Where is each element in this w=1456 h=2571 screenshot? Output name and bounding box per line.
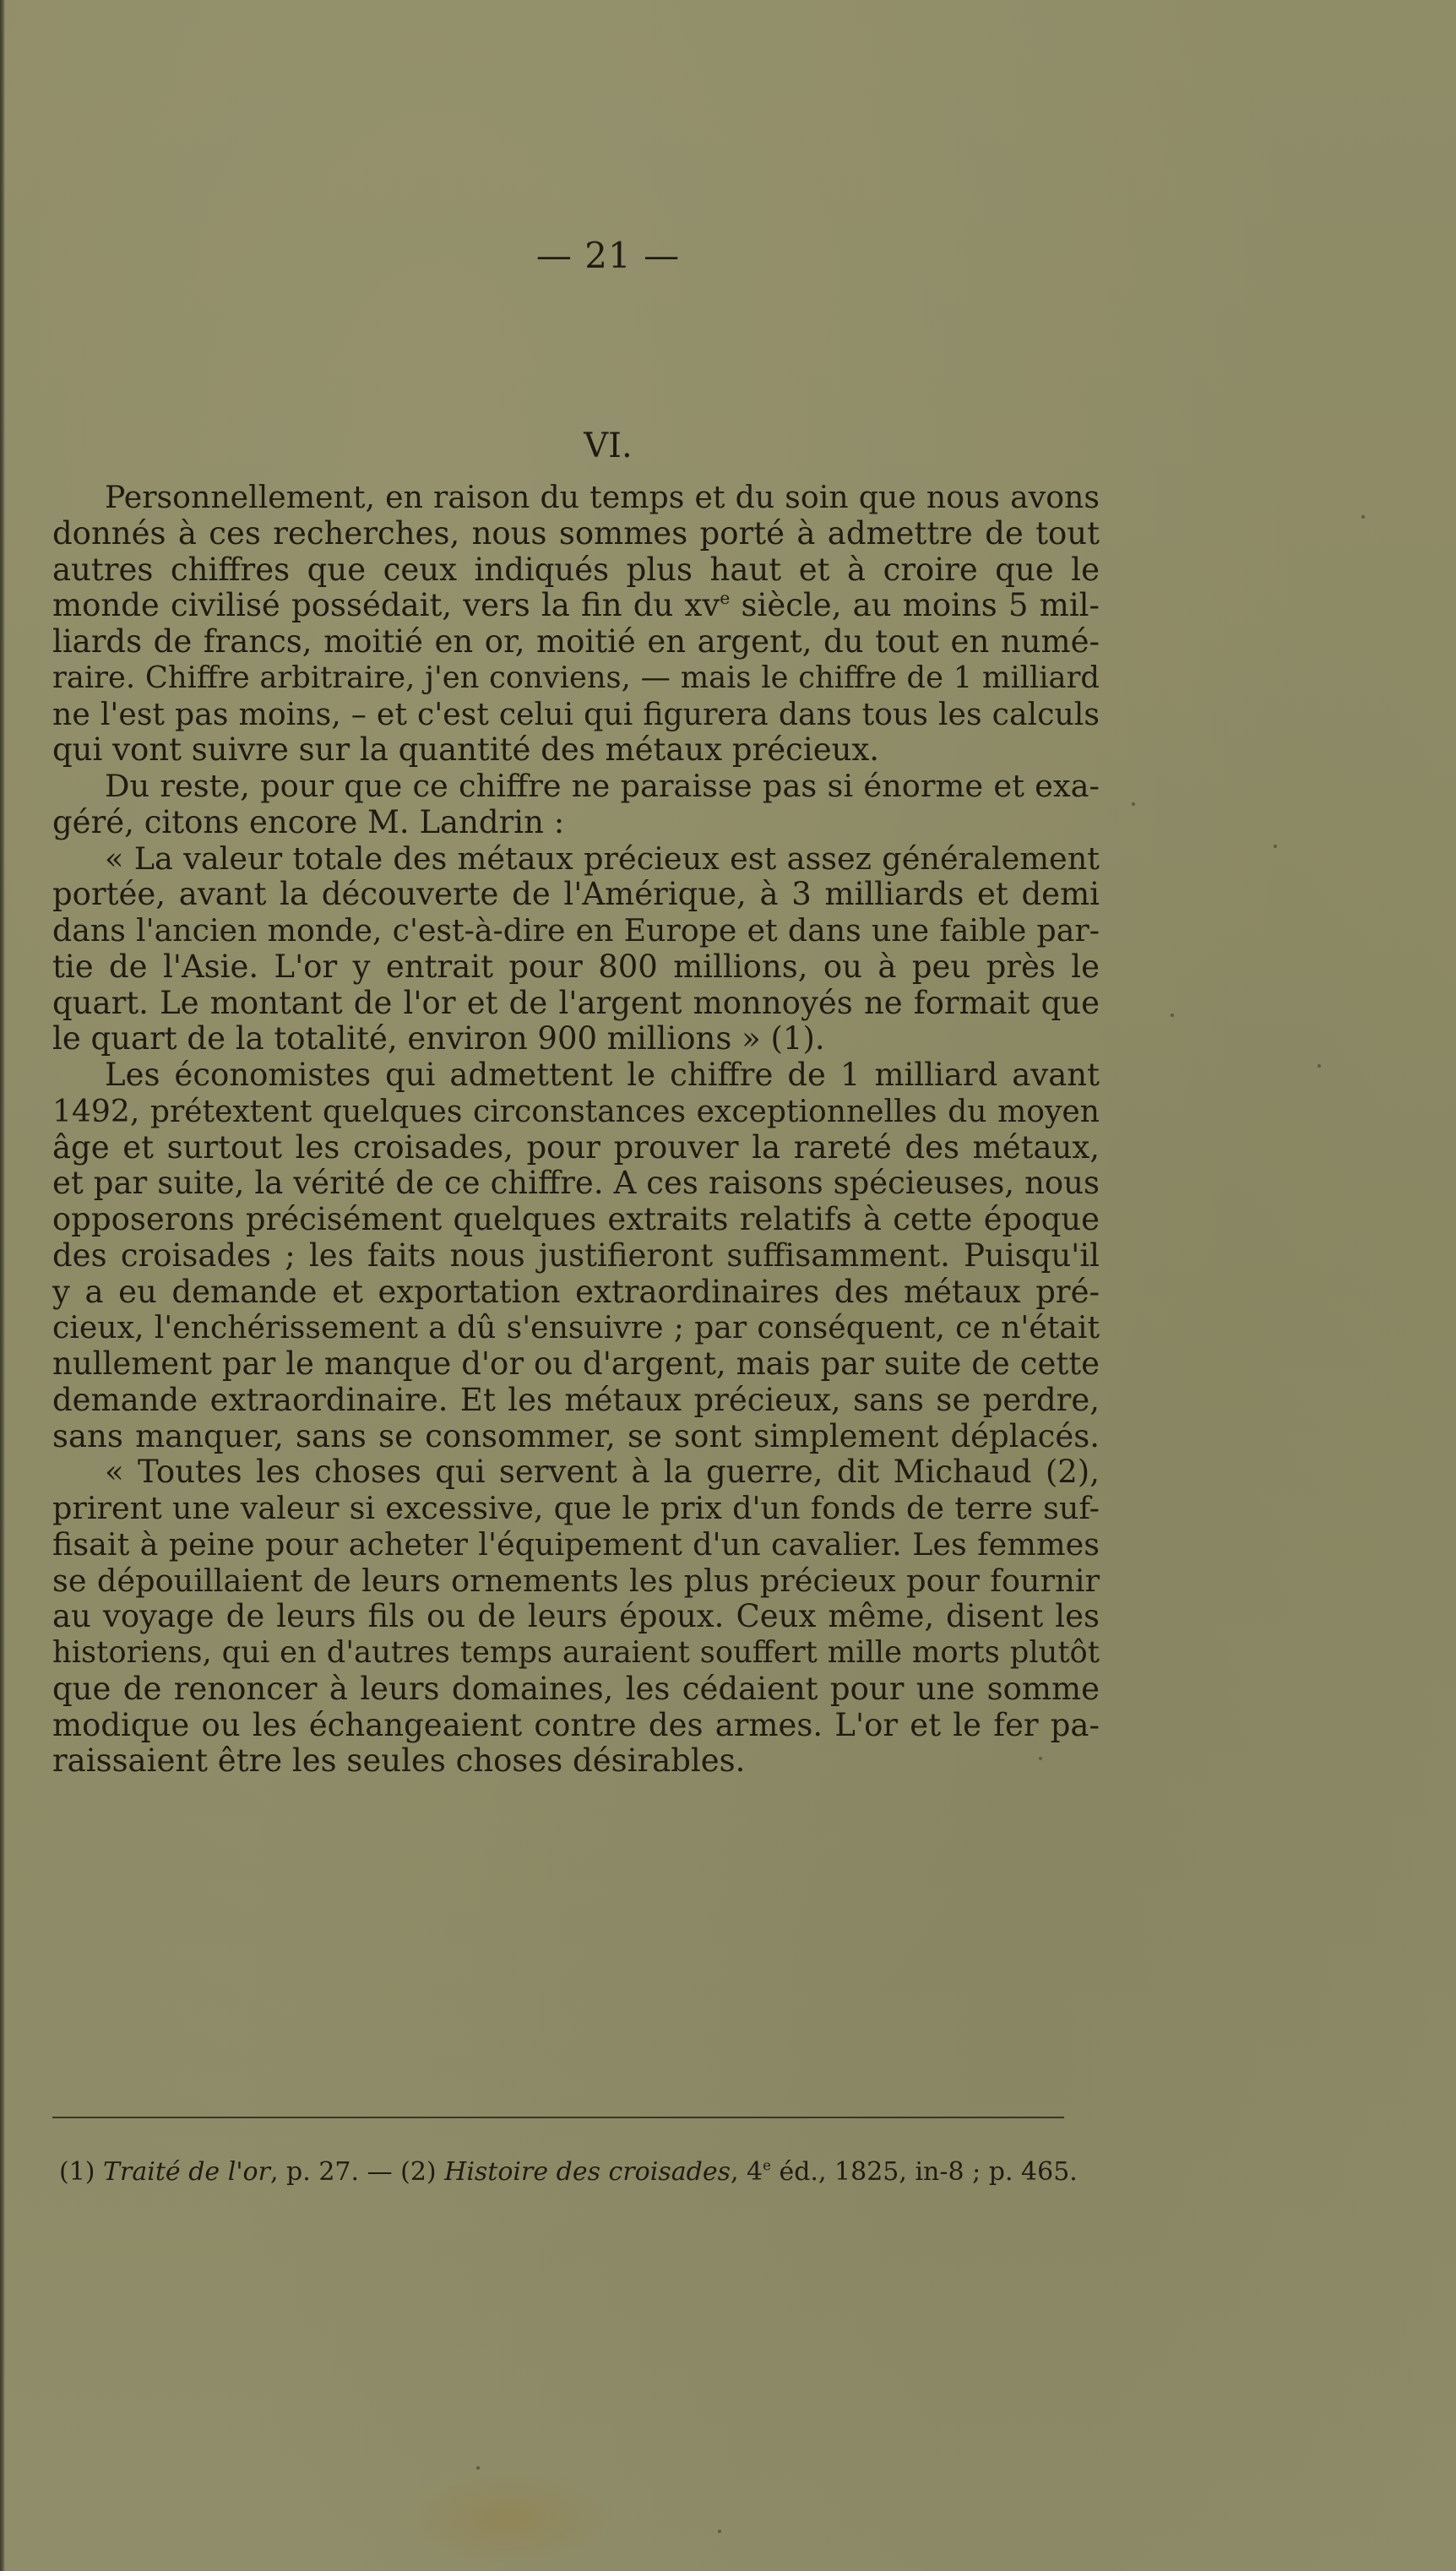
text-line-content: que de renoncer à leurs domaines, les cédaient pour une somme	[52, 1670, 1100, 1707]
footnote-detail-2b: éd., 1825, in-8 ; p. 465.	[770, 2157, 1078, 2187]
text-line	[52, 877, 1100, 913]
section-heading: VI.	[584, 427, 633, 465]
paper-speck	[1317, 1064, 1321, 1068]
text-line	[52, 1057, 1100, 1094]
text-line-content: historiens, qui en d'autres temps auraient souffert mille morts plutôt	[52, 1635, 1100, 1670]
text-line	[52, 949, 1100, 986]
text-line-content: qui vont suivre sur la quantité des métaux précieux.	[52, 731, 880, 769]
text-line	[52, 1166, 1100, 1202]
text-line-content: modique ou les échangeaient contre des armes. L'or et le fer pa-	[52, 1706, 1100, 1743]
paper-speck	[1132, 802, 1135, 806]
text-line-content: raire. Chiffre arbitraire, j'en conviens, — mais le chiffre de 1 milliard	[52, 660, 1100, 695]
footnote-title-1: Traité de l'or	[103, 2157, 270, 2187]
footnote-ref-2: (2)	[400, 2157, 437, 2187]
footnote-detail-2a: , 4	[730, 2157, 763, 2187]
text-line	[52, 480, 1100, 516]
text-line	[52, 516, 1100, 552]
text-line-content: ne l'est pas moins, – et c'est celui qui figurera dans tous les calculs	[52, 695, 1100, 732]
text-line	[52, 1419, 1100, 1455]
footnote-title-2: Histoire des croisades	[444, 2157, 731, 2187]
text-line	[52, 1491, 1100, 1527]
page-binding-edge	[0, 0, 5, 2571]
text-line-content: géré, citons encore M. Landrin :	[52, 803, 565, 840]
text-line	[52, 697, 1100, 733]
text-line	[52, 1238, 1100, 1275]
page-number: — 21 —	[535, 235, 681, 276]
text-line-content: se dépouillaient de leurs ornements les plus précieux pour fournir	[52, 1562, 1100, 1599]
text-line	[52, 660, 1100, 697]
text-line-content: « Toutes les choses qui servent à la guerre, dit Michaud (2),	[105, 1454, 1100, 1491]
text-line-content: monde civilisé possédait, vers la fin du xv	[52, 587, 720, 624]
text-line-content: raissaient être les seules choses désirables.	[52, 1742, 746, 1780]
text-line	[52, 1635, 1100, 1671]
text-line-content: nullement par le manque d'or ou d'argent, mais par suite de cette	[52, 1345, 1100, 1382]
text-line	[52, 1383, 1100, 1419]
text-line-content: Les économistes qui admettent le chiffre de 1 milliard avant	[105, 1057, 1100, 1093]
text-line-content: dans l'ancien monde, c'est-à-dire en Europe et dans une faible par-	[52, 912, 1100, 948]
text-line	[52, 1599, 1100, 1635]
text-line-content: opposerons précisément quelques extraits relatifs à cette époque	[52, 1201, 1100, 1237]
paper-speck	[1171, 1014, 1174, 1017]
text-line	[52, 1346, 1100, 1383]
text-line-content: 1492, prétextent quelques circonstances exceptionnelles du moyen	[52, 1093, 1100, 1129]
text-line-content: au voyage de leurs fils ou de leurs époux. Ceux même, disent les	[52, 1598, 1100, 1635]
text-line	[52, 1275, 1100, 1311]
text-line-content: le quart de la totalité, environ 900 millions » (1).	[52, 1020, 825, 1057]
text-line	[52, 552, 1100, 589]
footnote-detail-2-sup: e	[763, 2157, 771, 2174]
text-line-content: Personnellement, en raison du temps et du soin que nous avons	[105, 479, 1100, 515]
text-line	[52, 1202, 1100, 1238]
text-line	[52, 1743, 1100, 1780]
body-text	[52, 480, 1100, 1780]
text-line-content: et par suite, la vérité de ce chiffre. A ces raisons spécieuses, nous	[52, 1165, 1100, 1202]
text-line	[52, 841, 1100, 878]
text-line-content: quart. Le montant de l'or et de l'argent monnoyés ne formait que	[52, 984, 1100, 1021]
text-line-content: cieux, l'enchérissement a dû s'ensuivre ; par conséquent, ce n'était	[52, 1309, 1100, 1346]
superscript: e	[720, 588, 731, 609]
text-line	[52, 986, 1100, 1022]
text-line	[52, 732, 1100, 769]
text-line	[52, 1094, 1100, 1130]
text-line-content: âge et surtout les croisades, pour prouver la rareté des métaux,	[52, 1128, 1100, 1166]
text-line-content: donnés à ces recherches, nous sommes porté à admettre de tout	[52, 514, 1100, 552]
text-line-content: tie de l'Asie. L'or y entrait pour 800 millions, ou à peu près le	[52, 948, 1100, 985]
text-line-content: sans manquer, sans se consommer, se sont simplement déplacés.	[52, 1417, 1100, 1454]
footnote-separator	[52, 2117, 1064, 2118]
text-line	[52, 769, 1100, 805]
text-line	[52, 1130, 1100, 1166]
text-line-content: Du reste, pour que ce chiffre ne paraisse pas si énorme et exa-	[105, 768, 1100, 804]
footnote-ref-1: (1)	[59, 2157, 95, 2187]
paper-speck	[1039, 1757, 1042, 1760]
paper-speck	[1274, 845, 1277, 848]
text-line	[52, 1021, 1100, 1057]
text-line-content: y a eu demande et exportation extraordinaires des métaux pré-	[52, 1273, 1100, 1310]
text-line	[52, 1454, 1100, 1491]
text-line-content: portée, avant la découverte de l'Amérique, à 3 milliards et demi	[52, 876, 1100, 913]
text-line-content: autres chiffres que ceux indiqués plus haut et à croire que le	[52, 551, 1100, 588]
text-line	[52, 1671, 1100, 1708]
paper-stain	[397, 2466, 617, 2571]
footnote-detail-1: , p. 27. —	[269, 2157, 401, 2187]
text-line-content: liards de francs, moitié en or, moitié en argent, du tout en numé-	[52, 623, 1100, 660]
text-line-content: siècle, au moins 5 mil-	[730, 587, 1100, 624]
paper-speck	[1361, 515, 1365, 519]
text-line	[52, 1563, 1100, 1600]
text-line	[52, 1310, 1100, 1346]
text-line-content: fisait à peine pour acheter l'équipement d'un cavalier. Les femmes	[52, 1525, 1100, 1563]
text-line	[52, 588, 1100, 624]
text-line-content: prirent une valeur si excessive, que le prix d'un fonds de terre suf-	[52, 1490, 1100, 1526]
text-line	[52, 1708, 1100, 1744]
text-line-content: des croisades ; les faits nous justifieront suffisamment. Puisqu'il	[52, 1237, 1100, 1274]
text-line	[52, 913, 1100, 949]
paper-speck	[476, 2466, 480, 2470]
text-line-content: demande extraordinaire. Et les métaux précieux, sans se perdre,	[52, 1381, 1100, 1418]
footnotes	[59, 2154, 1106, 2191]
paper-speck	[718, 2530, 721, 2533]
text-line	[52, 1527, 1100, 1563]
text-line	[52, 624, 1100, 660]
text-line	[52, 805, 1100, 841]
text-line-content: « La valeur totale des métaux précieux est assez généralement	[105, 840, 1100, 877]
